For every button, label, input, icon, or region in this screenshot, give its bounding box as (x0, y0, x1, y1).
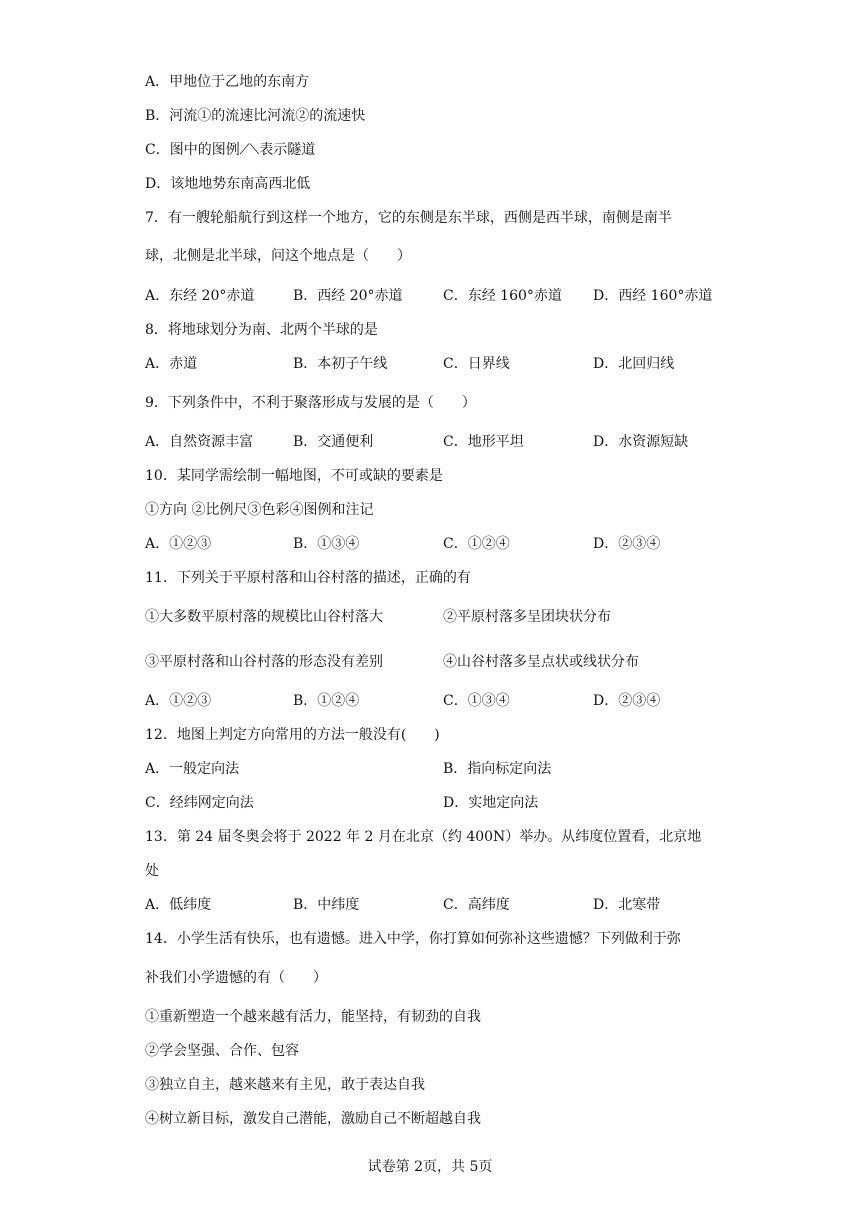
q11-item-2: ②平原村落多呈团块状分布 (443, 609, 611, 625)
q6-option-c: C．图中的图例⟋⟍表示隧道 (145, 142, 316, 158)
page-footer: 试卷第 2页，共 5页 (367, 1159, 493, 1175)
q9-stem: 9．下列条件中，不利于聚落形成与发展的是（ ） (145, 395, 476, 411)
q12-option-a: A．一般定向法 (145, 761, 240, 777)
q13-option-d: D．北寒带 (593, 897, 661, 913)
q10-option-d: D．②③④ (593, 536, 661, 552)
q14-stem-line1: 14．小学生活有快乐，也有遗憾。进入中学，你打算如何弥补这些遗憾？下列做利于弥 (145, 931, 681, 947)
q14-item-4: ④树立新目标，激发自己潜能，激励自己不断超越自我 (145, 1111, 481, 1127)
q13-option-b: B．中纬度 (293, 897, 360, 913)
q11-option-a: A．①②③ (145, 693, 212, 709)
q13-stem-line2: 处 (145, 863, 159, 879)
q14-item-3: ③独立自主，越来越来有主见，敢于表达自我 (145, 1077, 425, 1093)
q12-option-b: B．指向标定向法 (443, 761, 552, 777)
q11-option-b: B．①②④ (293, 693, 360, 709)
q11-stem: 11．下列关于平原村落和山谷村落的描述，正确的有 (145, 570, 471, 586)
q10-option-b: B．①③④ (293, 536, 360, 552)
q7-option-d: D．西经 160°赤道 (593, 288, 713, 304)
q9-option-d: D．水资源短缺 (593, 434, 689, 450)
q7-stem-line2: 球，北侧是北半球，问这个地点是（ ） (145, 248, 411, 264)
q13-option-a: A．低纬度 (145, 897, 212, 913)
q14-item-2: ②学会坚强、合作、包容 (145, 1043, 299, 1059)
q7-option-b: B．西经 20°赤道 (293, 288, 403, 304)
q11-item-1: ①大多数平原村落的规模比山谷村落大 (145, 609, 383, 625)
q10-items: ①方向 ②比例尺③色彩④图例和注记 (145, 502, 374, 518)
q10-option-c: C．①②④ (443, 536, 510, 552)
q6-option-d: D．该地地势东南高西北低 (145, 176, 311, 192)
q7-stem-line1: 7．有一艘轮船航行到这样一个地方，它的东侧是东半球，西侧是西半球，南侧是南半 (145, 210, 672, 226)
q10-stem: 10．某同学需绘制一幅地图，不可或缺的要素是 (145, 468, 443, 484)
q8-stem: 8．将地球划分为南、北两个半球的是 (145, 322, 378, 338)
q14-item-1: ①重新塑造一个越来越有活力，能坚持，有韧劲的自我 (145, 1009, 481, 1025)
q8-option-a: A．赤道 (145, 356, 198, 372)
q11-option-d: D．②③④ (593, 693, 661, 709)
q12-stem: 12．地图上判定方向常用的方法一般没有( ) (145, 727, 440, 743)
q10-option-a: A．①②③ (145, 536, 212, 552)
q8-option-d: D．北回归线 (593, 356, 675, 372)
q6-option-a: A．甲地位于乙地的东南方 (145, 74, 310, 90)
q13-stem-line1: 13．第 24 届冬奥会将于 2022 年 2 月在北京（约 400N）举办。从纬度位置看，北京地 (145, 829, 702, 845)
q6-option-b: B．河流①的流速比河流②的流速快 (145, 108, 366, 124)
q8-option-c: C．日界线 (443, 356, 510, 372)
q12-option-c: C．经纬网定向法 (145, 795, 254, 811)
q13-option-c: C．高纬度 (443, 897, 510, 913)
q14-stem-line2: 补我们小学遗憾的有（ ） (145, 970, 327, 986)
q9-option-c: C．地形平坦 (443, 434, 524, 450)
q7-option-a: A．东经 20°赤道 (145, 288, 255, 304)
q7-option-c: C．东经 160°赤道 (443, 288, 562, 304)
q12-option-d: D．实地定向法 (443, 795, 539, 811)
q11-item-3: ③平原村落和山谷村落的形态没有差别 (145, 654, 383, 670)
q8-option-b: B．本初子午线 (293, 356, 388, 372)
q11-option-c: C．①③④ (443, 693, 510, 709)
q9-option-b: B．交通便利 (293, 434, 374, 450)
q9-option-a: A．自然资源丰富 (145, 434, 254, 450)
q11-item-4: ④山谷村落多呈点状或线状分布 (443, 654, 639, 670)
